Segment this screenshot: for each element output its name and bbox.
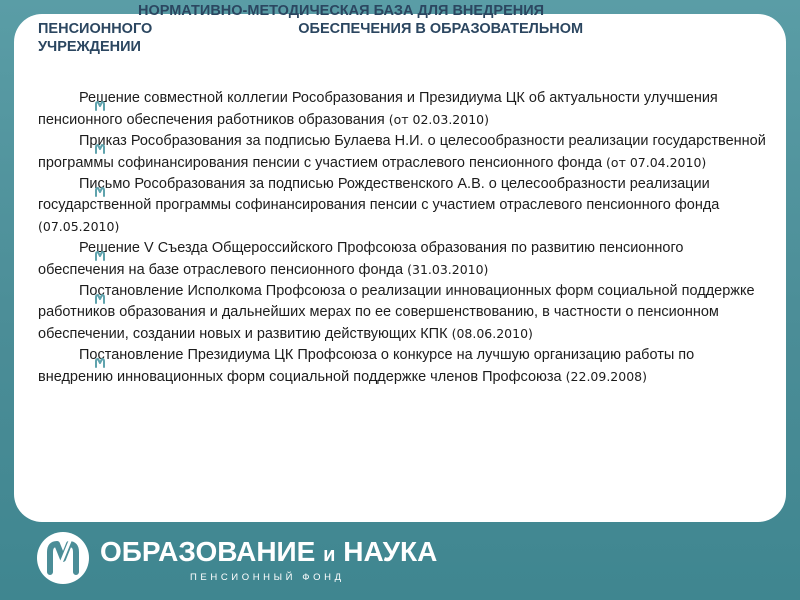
document-text: Постановление Президиума ЦК Профсоюза о конкурсе на лучшую организацию работы по внедрению инновационных форм социальной поддержке членов Профсоюза <box>38 347 695 385</box>
document-date: (от 02.03.2010) <box>388 112 489 127</box>
bullet-logo-icon <box>94 186 106 198</box>
document-list <box>38 88 768 388</box>
document-item <box>38 238 768 281</box>
footer-logo-bar <box>0 522 800 600</box>
document-text: Приказ Рособразования за подписью Булаева Н.И. о целесообразности реализации государственной программы софинансирования пенсии с участием отраслевого пенсионного фонда <box>38 133 766 171</box>
heading-line-1: НОРМАТИВНО-МЕТОДИЧЕСКАЯ БАЗА ДЛЯ ВНЕДРЕНИЯ <box>138 3 545 19</box>
document-date: (08.06.2010) <box>451 326 533 341</box>
document-item <box>38 88 768 131</box>
document-item <box>38 345 768 388</box>
bullet-logo-icon <box>94 143 106 155</box>
document-text: Письмо Рособразования за подписью Рождественского А.В. о целесообразности реализации государственной программы софинансирования пенсии с участием отраслевого пенсионного фонда <box>38 176 720 213</box>
document-item <box>38 131 768 174</box>
document-date: (07.05.2010) <box>38 219 120 234</box>
document-date: (от 07.04.2010) <box>606 155 707 170</box>
heading-line-3: УЧРЕЖДЕНИИ <box>38 39 141 55</box>
document-date: (31.03.2010) <box>407 262 489 277</box>
slide-heading <box>38 2 778 56</box>
fund-name-connector: и <box>323 544 336 566</box>
fund-name-part-2: НАУКА <box>335 536 438 567</box>
document-date: (22.09.2008) <box>565 369 647 384</box>
document-item <box>38 281 768 345</box>
heading-line-2-right: ОБЕСПЕЧЕНИЯ В ОБРАЗОВАТЕЛЬНОМ <box>298 21 584 37</box>
heading-line-2-left: ПЕНСИОННОГО <box>38 21 153 37</box>
bullet-logo-icon <box>94 100 106 112</box>
bullet-logo-icon <box>94 293 106 305</box>
bullet-logo-icon <box>94 250 106 262</box>
fund-logo-icon <box>36 531 90 585</box>
fund-name-part-1: ОБРАЗОВАНИЕ <box>100 536 324 567</box>
document-item <box>38 174 768 238</box>
document-text: Решение совместной коллегии Рособразования и Президиума ЦК об актуальности улучшения пенсионного обеспечения работников образования <box>38 90 718 128</box>
bullet-logo-icon <box>94 357 106 369</box>
heading-line-2 <box>38 20 778 38</box>
fund-name <box>100 536 437 571</box>
document-text: Решение V Съезда Общероссийского Профсоюза образования по развитию пенсионного обеспечения на базе отраслевого пенсионного фонда <box>38 240 684 278</box>
document-text: Постановление Исполкома Профсоюза о реализации инновационных форм социальной поддержке работников образования и дальнейших мерах по ее совершенствованию, в частности о пенсионном обеспечении, создании новых и развитию действующих КПК <box>38 283 755 342</box>
fund-subtitle: ПЕНСИОННЫЙ ФОНД <box>190 572 345 583</box>
